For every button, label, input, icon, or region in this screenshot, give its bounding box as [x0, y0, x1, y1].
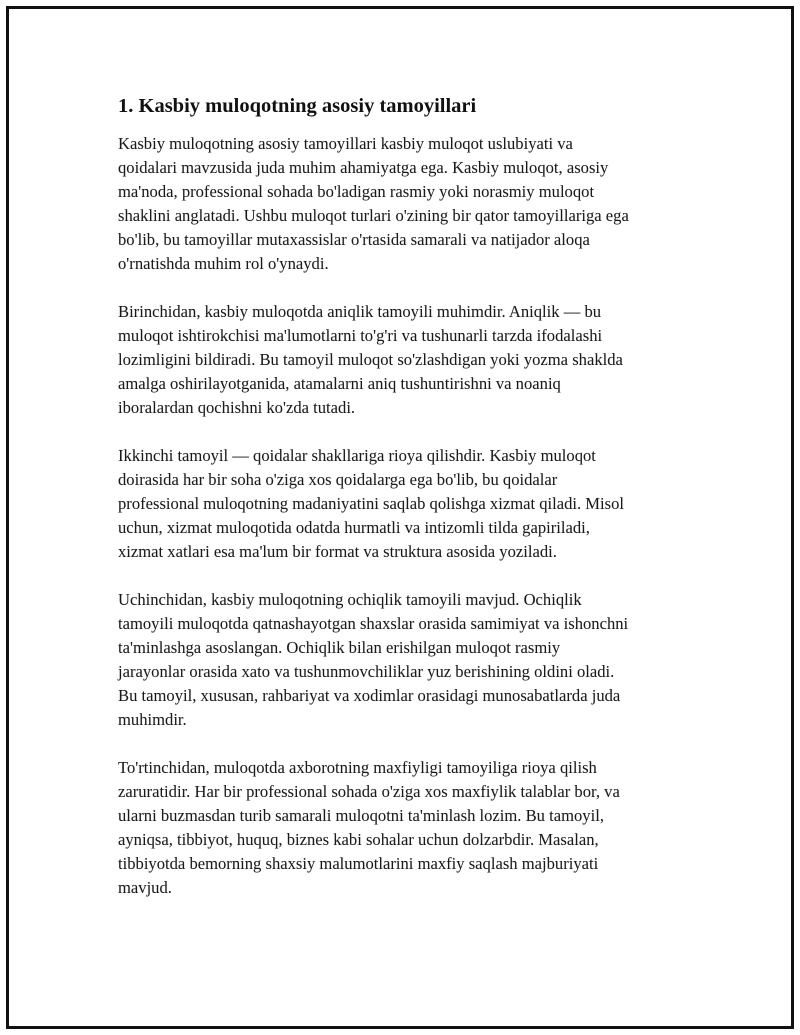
text-line: lozimligini bildiradi. Bu tamoyil muloqot so'zlashdigan yoki yozma shaklda — [118, 350, 623, 369]
text-line: tibbiyotda bemorning shaxsiy malumotlarini maxfiy saqlash majburiyati — [118, 854, 599, 873]
text-line: zaruratidir. Har bir professional sohada o'ziga xos maxfiylik talablar bor, va — [118, 782, 620, 801]
text-line: Birinchidan, kasbiy muloqotda aniqlik tamoyili muhimdir. Aniqlik — bu — [118, 302, 602, 321]
text-line: professional muloqotning madaniyatini saqlab qolishga xizmat qiladi. Misol — [118, 494, 625, 513]
paragraph-third-principle — [118, 588, 698, 732]
text-line: Bu tamoyil, xususan, rahbariyat va xodimlar orasidagi munosabatlarda juda — [118, 686, 621, 705]
text-line: o'rnatishda muhim rol o'ynaydi. — [118, 254, 329, 273]
text-line: bo'lib, bu tamoyillar mutaxassislar o'rtasida samarali va natijador aloqa — [118, 230, 590, 249]
section-heading: 1. Kasbiy muloqotning asosiy tamoyillari — [118, 95, 477, 117]
text-line: doirasida har bir soha o'ziga xos qoidalarga ega bo'lib, bu qoidalar — [118, 470, 558, 489]
text-line: Kasbiy muloqotning asosiy tamoyillari kasbiy muloqot uslubiyati va — [118, 134, 573, 153]
text-line: muhimdir. — [118, 710, 187, 729]
text-line: Uchinchidan, kasbiy muloqotning ochiqlik tamoyili mavjud. Ochiqlik — [118, 590, 582, 609]
text-line: Ikkinchi tamoyil — qoidalar shakllariga rioya qilishdir. Kasbiy muloqot — [118, 446, 596, 465]
paragraph-fourth-principle — [118, 756, 698, 900]
text-line: amalga oshirilayotganida, atamalarni aniq tushuntirishni va noaniq — [118, 374, 561, 393]
document-body — [118, 92, 698, 924]
text-line: tamoyili muloqotda qatnashayotgan shaxslar orasida samimiyat va ishonchni — [118, 614, 629, 633]
text-line: qoidalari mavzusida juda muhim ahamiyatga ega. Kasbiy muloqot, asosiy — [118, 158, 609, 177]
text-line: uchun, xizmat muloqotida odatda hurmatli va intizomli tilda gapiriladi, — [118, 518, 590, 537]
text-line: ma'noda, professional sohada bo'ladigan rasmiy yoki norasmiy muloqot — [118, 182, 595, 201]
text-line: To'rtinchidan, muloqotda axborotning maxfiyligi tamoyiliga rioya qilish — [118, 758, 597, 777]
text-line: iboralardan qochishni ko'zda tutadi. — [118, 398, 356, 417]
text-line: shaklini anglatadi. Ushbu muloqot turlari o'zining bir qator tamoyillariga ega — [118, 206, 629, 225]
text-line: ularni buzmasdan turib samarali muloqotni ta'minlash lozim. Bu tamoyil, — [118, 806, 604, 825]
text-line: jarayonlar orasida xato va tushunmovchiliklar yuz berishining oldini oladi. — [118, 662, 615, 681]
text-line: muloqot ishtirokchisi ma'lumotlarni to'g'ri va tushunarli tarzda ifodalashi — [118, 326, 603, 345]
paragraph-first-principle — [118, 300, 698, 420]
text-line: ayniqsa, tibbiyot, huquq, biznes kabi sohalar uchun dolzarbdir. Masalan, — [118, 830, 599, 849]
text-line: xizmat xatlari esa ma'lum bir format va struktura asosida yoziladi. — [118, 542, 557, 561]
paragraph-second-principle — [118, 444, 698, 564]
text-line: mavjud. — [118, 878, 172, 897]
text-line: ta'minlashga asoslangan. Ochiqlik bilan erishilgan muloqot rasmiy — [118, 638, 561, 657]
paragraph-intro — [118, 132, 698, 276]
